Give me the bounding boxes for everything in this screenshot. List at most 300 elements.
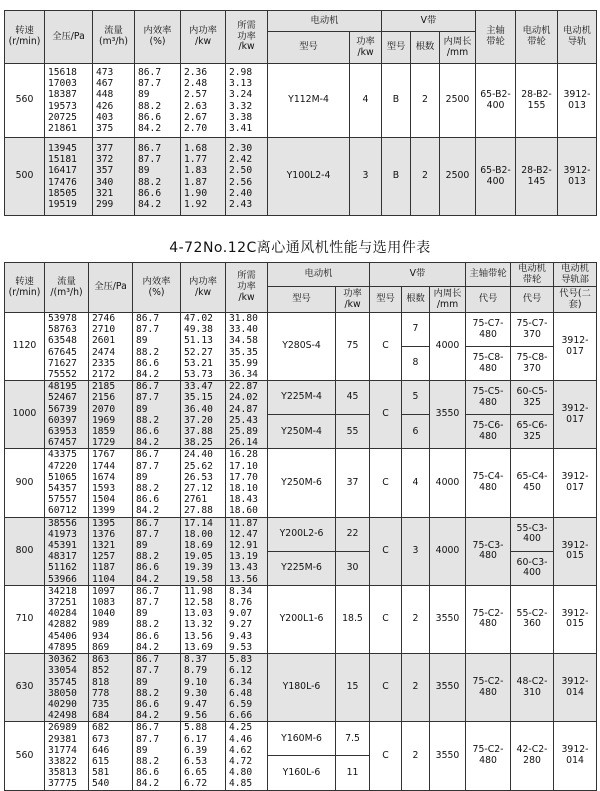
value-line: 1.92 bbox=[184, 198, 208, 210]
cell-efficiency bbox=[133, 654, 181, 722]
value-line: 47220 bbox=[48, 460, 77, 472]
cell-motor-power: 55 bbox=[336, 415, 370, 449]
value-line: 6.59 bbox=[229, 698, 253, 710]
value-line: 35.15 bbox=[184, 392, 213, 404]
value-line: 63548 bbox=[48, 335, 77, 347]
cell-vbelt-model: C bbox=[370, 449, 402, 517]
value-line: 2185 bbox=[92, 381, 116, 393]
value-line: 19.58 bbox=[184, 573, 213, 585]
header2-required-power: 所需 功率 /kw bbox=[226, 263, 268, 313]
header2-motor: 电动机 bbox=[268, 263, 370, 287]
value-line: 2.30 bbox=[229, 142, 253, 154]
value-line: 12.47 bbox=[229, 528, 258, 540]
value-line: 33054 bbox=[48, 665, 77, 677]
cell-motor-rail: 3912-017 bbox=[554, 313, 597, 381]
table-row bbox=[5, 313, 597, 347]
value-line: 1593 bbox=[92, 483, 116, 495]
value-line: 2.50 bbox=[229, 165, 253, 177]
value-line: 27.88 bbox=[184, 505, 213, 517]
value-line: 18.60 bbox=[229, 505, 258, 517]
value-line: 88.2 bbox=[136, 687, 160, 699]
value-line: 646 bbox=[92, 744, 110, 756]
value-line: 15618 bbox=[48, 66, 77, 78]
value-line: 1040 bbox=[92, 608, 116, 620]
cell-motor-model: Y112M-4 bbox=[268, 64, 350, 138]
value-line: 18.69 bbox=[184, 540, 213, 552]
header2-motor-power: 功率 /kw bbox=[336, 287, 370, 313]
header2-flow: 流量 /(m³/h) bbox=[45, 263, 89, 313]
value-line: 71627 bbox=[48, 357, 77, 369]
value-line: 86.7 bbox=[136, 449, 160, 461]
value-line: 60397 bbox=[48, 414, 77, 426]
cell-motor-model: Y200L1-6 bbox=[268, 585, 336, 653]
header-motor-model: 型号 bbox=[268, 32, 350, 64]
value-line: 86.6 bbox=[136, 767, 160, 779]
header-vbelt: V带 bbox=[382, 11, 476, 32]
value-line: 1257 bbox=[92, 551, 116, 563]
value-line: 473 bbox=[96, 66, 114, 78]
table-row bbox=[5, 722, 597, 756]
value-line: 35745 bbox=[48, 676, 77, 688]
cell-internal-power bbox=[181, 654, 226, 722]
value-line: 2.98 bbox=[229, 66, 253, 78]
value-line: 8.76 bbox=[229, 597, 253, 609]
cell-motor-model: Y225M-4 bbox=[268, 381, 336, 415]
cell-speed: 800 bbox=[5, 517, 45, 585]
value-line: 2710 bbox=[92, 324, 116, 336]
value-line: 87.7 bbox=[136, 665, 160, 677]
value-line: 27.12 bbox=[184, 483, 213, 495]
cell-vbelt-count: 3 bbox=[402, 517, 430, 585]
value-line: 2172 bbox=[92, 369, 116, 381]
value-line: 17476 bbox=[48, 176, 77, 188]
header-required-power: 所需 功率 /kw bbox=[226, 11, 268, 64]
header2-vbelt-count: 根数 bbox=[402, 287, 430, 313]
cell-efficiency bbox=[135, 64, 181, 138]
value-line: 86.7 bbox=[136, 517, 160, 529]
cell-vbelt-count: 5 bbox=[402, 381, 430, 415]
value-line: 84.2 bbox=[138, 198, 162, 210]
value-line: 36.34 bbox=[229, 369, 258, 381]
cell-motor-power: 45 bbox=[336, 381, 370, 415]
value-line: 9.07 bbox=[229, 608, 253, 620]
cell-vbelt-model: C bbox=[370, 585, 402, 653]
value-line: 3.38 bbox=[229, 111, 253, 123]
cell-motor-model: Y250M-6 bbox=[268, 449, 336, 517]
cell-motor-pulley: 48-C2-310 bbox=[511, 654, 554, 722]
value-line: 375 bbox=[96, 122, 114, 134]
value-line: 24.02 bbox=[229, 392, 258, 404]
cell-speed: 630 bbox=[5, 654, 45, 722]
value-line: 1859 bbox=[92, 426, 116, 438]
cell-vbelt-count: 8 bbox=[402, 347, 430, 381]
header-vbelt-model: 型号 bbox=[382, 32, 411, 64]
value-line: 372 bbox=[96, 154, 114, 166]
value-line: 818 bbox=[92, 676, 110, 688]
value-line: 13.69 bbox=[184, 641, 213, 653]
value-line: 2601 bbox=[92, 335, 116, 347]
value-line: 87.7 bbox=[136, 733, 160, 745]
cell-efficiency bbox=[133, 449, 181, 517]
value-line: 86.6 bbox=[138, 187, 162, 199]
header2-motor-model: 型号 bbox=[268, 287, 336, 313]
cell-motor-pulley: 28-B2-155 bbox=[516, 64, 558, 138]
value-line: 86.6 bbox=[136, 562, 160, 574]
value-line: 1376 bbox=[92, 528, 116, 540]
value-line: 5.88 bbox=[184, 722, 208, 734]
cell-motor-pulley: 65-C4-450 bbox=[511, 449, 554, 517]
cell-motor-power: 30 bbox=[336, 551, 370, 585]
value-line: 86.6 bbox=[136, 357, 160, 369]
value-line: 63953 bbox=[48, 426, 77, 438]
value-line: 2.42 bbox=[229, 154, 253, 166]
header2-rail-code: 代号(二套) bbox=[554, 287, 597, 313]
value-line: 60712 bbox=[48, 505, 77, 517]
value-line: 35813 bbox=[48, 767, 77, 779]
value-line: 88.2 bbox=[136, 755, 160, 767]
value-line: 2.43 bbox=[229, 198, 253, 210]
value-line: 2.70 bbox=[184, 122, 208, 134]
value-line: 2156 bbox=[92, 392, 116, 404]
cell-vbelt-count: 2 bbox=[411, 138, 440, 216]
value-line: 6.72 bbox=[184, 778, 208, 790]
value-line: 2746 bbox=[92, 313, 116, 324]
value-line: 89 bbox=[136, 744, 148, 756]
value-line: 2.36 bbox=[184, 66, 208, 78]
value-line: 2474 bbox=[92, 346, 116, 358]
cell-motor-pulley: 60-C3-400 bbox=[511, 551, 554, 585]
header2-spindle-code: 代号 bbox=[466, 287, 511, 313]
value-line: 684 bbox=[92, 710, 110, 722]
value-line: 11.87 bbox=[229, 517, 258, 529]
table-row bbox=[5, 654, 597, 722]
value-line: 53.73 bbox=[184, 369, 213, 381]
cell-motor-pulley: 55-C2-360 bbox=[511, 585, 554, 653]
value-line: 17.14 bbox=[184, 517, 213, 529]
value-line: 4.72 bbox=[229, 755, 253, 767]
cell-vbelt-model: C bbox=[370, 517, 402, 585]
cell-speed: 1000 bbox=[5, 381, 45, 449]
cell-flow bbox=[45, 313, 89, 381]
value-line: 40284 bbox=[48, 608, 77, 620]
value-line: 67457 bbox=[48, 437, 77, 449]
cell-flow bbox=[45, 654, 89, 722]
value-line: 581 bbox=[92, 767, 110, 779]
value-line: 5.83 bbox=[229, 654, 253, 666]
value-line: 299 bbox=[96, 198, 114, 210]
value-line: 40290 bbox=[48, 698, 77, 710]
value-line: 357 bbox=[96, 165, 114, 177]
value-line: 467 bbox=[96, 78, 114, 90]
value-line: 87.7 bbox=[136, 324, 160, 336]
cell-pressure bbox=[89, 449, 133, 517]
table-row bbox=[5, 138, 597, 216]
value-line: 86.6 bbox=[136, 426, 160, 438]
cell-speed: 560 bbox=[5, 64, 45, 138]
cell-efficiency bbox=[133, 517, 181, 585]
cell-speed: 560 bbox=[5, 722, 45, 790]
value-line: 19.05 bbox=[184, 551, 213, 563]
value-line: 33.47 bbox=[184, 381, 213, 393]
value-line: 86.6 bbox=[138, 111, 162, 123]
value-line: 18505 bbox=[48, 187, 77, 199]
cell-spindle-pulley: 75-C3-480 bbox=[466, 517, 511, 585]
value-line: 86.7 bbox=[136, 654, 160, 666]
value-line: 20725 bbox=[48, 111, 77, 123]
value-line: 2.56 bbox=[229, 176, 253, 188]
cell-motor-power: 3 bbox=[350, 138, 382, 216]
value-line: 12.91 bbox=[229, 540, 258, 552]
value-line: 3.41 bbox=[229, 122, 253, 134]
value-line: 41973 bbox=[48, 528, 77, 540]
value-line: 54357 bbox=[48, 483, 77, 495]
value-line: 36.40 bbox=[184, 403, 213, 415]
value-line: 4.80 bbox=[229, 767, 253, 779]
value-line: 13.56 bbox=[229, 573, 258, 585]
value-line: 42882 bbox=[48, 619, 77, 631]
value-line: 8.37 bbox=[184, 654, 208, 666]
cell-vbelt-length: 4000 bbox=[430, 313, 466, 381]
value-line: 57557 bbox=[48, 494, 77, 506]
value-line: 2335 bbox=[92, 357, 116, 369]
value-line: 47895 bbox=[48, 641, 77, 653]
cell-pressure bbox=[45, 138, 93, 216]
value-line: 8.79 bbox=[184, 665, 208, 677]
value-line: 6.39 bbox=[184, 744, 208, 756]
value-line: 87.7 bbox=[136, 392, 160, 404]
value-line: 4.25 bbox=[229, 722, 253, 734]
cell-flow bbox=[93, 64, 135, 138]
value-line: 34218 bbox=[48, 585, 77, 597]
header-motor-rail: 电动机 导轨 bbox=[558, 11, 597, 64]
header2-motor-rail: 电动机 导轨部 bbox=[554, 263, 597, 287]
value-line: 37251 bbox=[48, 597, 77, 609]
value-line: 6.12 bbox=[229, 665, 253, 677]
table-row bbox=[5, 64, 597, 138]
cell-required-power bbox=[226, 449, 268, 517]
value-line: 86.6 bbox=[136, 494, 160, 506]
value-line: 75552 bbox=[48, 369, 77, 381]
value-line: 2.40 bbox=[229, 187, 253, 199]
value-line: 340 bbox=[96, 176, 114, 188]
cell-motor-pulley: 28-B2-145 bbox=[516, 138, 558, 216]
value-line: 4.62 bbox=[229, 744, 253, 756]
value-line: 13.03 bbox=[184, 608, 213, 620]
value-line: 863 bbox=[92, 654, 110, 666]
cell-efficiency bbox=[133, 381, 181, 449]
value-line: 403 bbox=[96, 111, 114, 123]
cell-motor-rail: 3912-015 bbox=[554, 517, 597, 585]
value-line: 34.58 bbox=[229, 335, 258, 347]
table-row bbox=[5, 449, 597, 517]
value-line: 9.30 bbox=[184, 687, 208, 699]
value-line: 89 bbox=[136, 540, 148, 552]
table-row bbox=[5, 381, 597, 415]
value-line: 89 bbox=[138, 89, 150, 101]
cell-motor-rail: 3912-014 bbox=[554, 654, 597, 722]
value-line: 13.19 bbox=[229, 551, 258, 563]
cell-motor-rail: 3912-013 bbox=[558, 138, 597, 216]
cell-motor-pulley: 65-C6-325 bbox=[511, 415, 554, 449]
header2-vbelt-length: 内周长 /mm bbox=[430, 287, 466, 313]
cell-required-power bbox=[226, 138, 268, 216]
value-line: 25.43 bbox=[229, 414, 258, 426]
value-line: 4.85 bbox=[229, 778, 253, 790]
value-line: 52467 bbox=[48, 392, 77, 404]
cell-vbelt-count: 2 bbox=[402, 585, 430, 653]
value-line: 35.99 bbox=[229, 357, 258, 369]
value-line: 18.10 bbox=[229, 483, 258, 495]
value-line: 6.48 bbox=[229, 687, 253, 699]
value-line: 8.34 bbox=[229, 585, 253, 597]
value-line: 321 bbox=[96, 187, 114, 199]
value-line: 1.87 bbox=[184, 176, 208, 188]
cell-spindle-pulley: 75-C5-480 bbox=[466, 381, 511, 415]
cell-speed: 900 bbox=[5, 449, 45, 517]
value-line: 51.13 bbox=[184, 335, 213, 347]
value-line: 13.32 bbox=[184, 619, 213, 631]
value-line: 540 bbox=[92, 778, 110, 790]
cell-motor-model: Y280S-4 bbox=[268, 313, 336, 381]
cell-vbelt-model: C bbox=[370, 313, 402, 381]
cell-pressure bbox=[45, 64, 93, 138]
cell-required-power bbox=[226, 585, 268, 653]
value-line: 1395 bbox=[92, 517, 116, 529]
cell-motor-power: 7.5 bbox=[336, 722, 370, 756]
value-line: 1399 bbox=[92, 505, 116, 517]
cell-pressure bbox=[89, 722, 133, 790]
value-line: 37.20 bbox=[184, 414, 213, 426]
value-line: 88.2 bbox=[138, 100, 162, 112]
value-line: 1.68 bbox=[184, 142, 208, 154]
value-line: 1187 bbox=[92, 562, 116, 574]
cell-pressure bbox=[89, 313, 133, 381]
value-line: 16417 bbox=[48, 165, 77, 177]
value-line: 3.24 bbox=[229, 89, 253, 101]
value-line: 84.2 bbox=[136, 437, 160, 449]
value-line: 6.66 bbox=[229, 710, 253, 722]
cell-pressure bbox=[89, 654, 133, 722]
value-line: 87.7 bbox=[138, 154, 162, 166]
value-line: 18387 bbox=[48, 89, 77, 101]
cell-motor-power: 11 bbox=[336, 756, 370, 790]
cell-spindle-pulley: 75-C4-480 bbox=[466, 449, 511, 517]
header-speed: 转速 (r/min) bbox=[5, 11, 45, 64]
cell-internal-power bbox=[181, 585, 226, 653]
header-vbelt-length: 内周长 /mm bbox=[440, 32, 476, 64]
value-line: 11.98 bbox=[184, 585, 213, 597]
cell-motor-rail: 3912-017 bbox=[554, 381, 597, 449]
value-line: 87.7 bbox=[138, 78, 162, 90]
cell-spindle-pulley: 65-B2-400 bbox=[476, 64, 516, 138]
cell-internal-power bbox=[181, 517, 226, 585]
value-line: 45406 bbox=[48, 630, 77, 642]
value-line: 84.2 bbox=[136, 573, 160, 585]
value-line: 21861 bbox=[48, 122, 77, 134]
value-line: 6.65 bbox=[184, 767, 208, 779]
value-line: 2.48 bbox=[184, 78, 208, 90]
value-line: 87.7 bbox=[136, 460, 160, 472]
value-line: 673 bbox=[92, 733, 110, 745]
header2-pressure: 全压/Pa bbox=[89, 263, 133, 313]
cell-vbelt-length: 3550 bbox=[430, 585, 466, 653]
value-line: 1504 bbox=[92, 494, 116, 506]
cell-required-power bbox=[226, 722, 268, 790]
value-line: 18.00 bbox=[184, 528, 213, 540]
value-line: 47.02 bbox=[184, 313, 213, 324]
value-line: 13.56 bbox=[184, 630, 213, 642]
cell-motor-rail: 3912-017 bbox=[554, 449, 597, 517]
value-line: 9.53 bbox=[229, 641, 253, 653]
value-line: 88.2 bbox=[136, 346, 160, 358]
value-line: 18.43 bbox=[229, 494, 258, 506]
cell-vbelt-length: 3550 bbox=[430, 654, 466, 722]
value-line: 26989 bbox=[48, 722, 77, 734]
value-line: 89 bbox=[136, 471, 148, 483]
value-line: 42498 bbox=[48, 710, 77, 722]
cell-motor-rail: 3912-014 bbox=[554, 722, 597, 790]
value-line: 53966 bbox=[48, 573, 77, 585]
value-line: 934 bbox=[92, 630, 110, 642]
value-line: 19519 bbox=[48, 198, 77, 210]
value-line: 2.63 bbox=[184, 100, 208, 112]
value-line: 735 bbox=[92, 698, 110, 710]
value-line: 4.46 bbox=[229, 733, 253, 745]
cell-vbelt-model: C bbox=[370, 722, 402, 790]
value-line: 9.43 bbox=[229, 630, 253, 642]
cell-motor-model: Y250M-4 bbox=[268, 415, 336, 449]
header2-motor-code: 代号 bbox=[511, 287, 554, 313]
value-line: 51065 bbox=[48, 471, 77, 483]
cell-internal-power bbox=[181, 722, 226, 790]
value-line: 3.13 bbox=[229, 78, 253, 90]
cell-motor-power: 37 bbox=[336, 449, 370, 517]
value-line: 3.32 bbox=[229, 100, 253, 112]
cell-motor-model: Y160M-6 bbox=[268, 722, 336, 756]
value-line: 89 bbox=[138, 165, 150, 177]
performance-table-main bbox=[4, 262, 597, 791]
header-spindle-pulley: 主轴 带轮 bbox=[476, 11, 516, 64]
cell-speed: 710 bbox=[5, 585, 45, 653]
value-line: 89 bbox=[136, 608, 148, 620]
value-line: 2761 bbox=[184, 494, 208, 506]
cell-pressure bbox=[89, 517, 133, 585]
value-line: 9.27 bbox=[229, 619, 253, 631]
value-line: 52.27 bbox=[184, 346, 213, 358]
cell-flow bbox=[45, 449, 89, 517]
cell-vbelt-count: 2 bbox=[411, 64, 440, 138]
cell-pressure bbox=[89, 381, 133, 449]
value-line: 88.2 bbox=[136, 414, 160, 426]
header2-efficiency: 内效率 (%) bbox=[133, 263, 181, 313]
value-line: 989 bbox=[92, 619, 110, 631]
value-line: 377 bbox=[96, 142, 114, 154]
value-line: 48195 bbox=[48, 381, 77, 393]
value-line: 51162 bbox=[48, 562, 77, 574]
cell-spindle-pulley: 75-C2-480 bbox=[466, 722, 511, 790]
value-line: 87.7 bbox=[136, 597, 160, 609]
cell-spindle-pulley: 65-B2-400 bbox=[476, 138, 516, 216]
value-line: 9.10 bbox=[184, 676, 208, 688]
table-row bbox=[5, 585, 597, 653]
value-line: 84.2 bbox=[136, 710, 160, 722]
value-line: 89 bbox=[136, 676, 148, 688]
value-line: 33.40 bbox=[229, 324, 258, 336]
value-line: 43375 bbox=[48, 449, 77, 461]
value-line: 1097 bbox=[92, 585, 116, 597]
value-line: 53.21 bbox=[184, 357, 213, 369]
value-line: 1767 bbox=[92, 449, 116, 461]
